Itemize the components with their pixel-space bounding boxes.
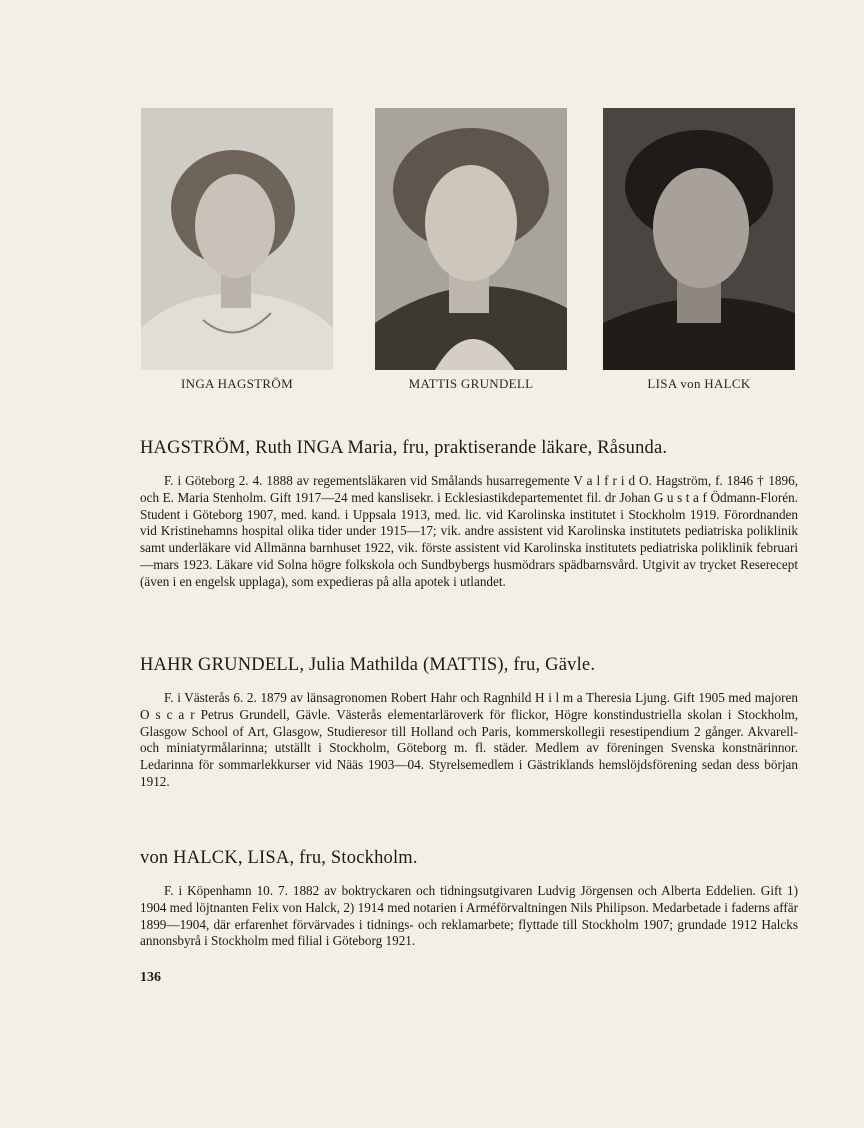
entry-heading: von HALCK, LISA, fru, Stockholm.: [140, 848, 418, 868]
entry-body: F. i Västerås 6. 2. 1879 av länsagronomen Robert Hahr och Ragnhild H i l m a Theresia Ljung. Gift 1905 med majoren O s c a r Petrus Grundell, Gävle. Västerås elementarläroverk för flickor, Högre konstindustriella skolan i Stockholm, Glasgow School of Art, Glasgow, Studieresor till Holland och Paris, kommerskollegii resestipendium 2 gånger. Akvarell- och miniatyrmålarinna; utställt i Stockholm, Göteborg m. fl. städer. Medlem av föreningen Svenska konstnärinnor. Ledarinna för sommarlekkurser vid Nääs 1903—04. Styrelsemedlem i Gästriklands hemslöjdsförening sedan dess början 1912.: [140, 690, 798, 789]
entry-heading: HAHR GRUNDELL, Julia Mathilda (MATTIS), fru, Gävle.: [140, 655, 596, 675]
portrait-caption: INGA HAGSTRÖM: [181, 376, 293, 391]
portrait-photo-hagstrom: [141, 108, 333, 370]
portrait-photo-halck: [603, 108, 795, 370]
biography-entry-grundell: [140, 655, 798, 791]
page-number: 136: [140, 970, 161, 985]
biography-entry-hagstrom: [140, 438, 798, 591]
portrait-caption: LISA von HALCK: [647, 376, 751, 391]
entry-heading: HAGSTRÖM, Ruth INGA Maria, fru, praktiserande läkare, Råsunda.: [140, 438, 668, 458]
portrait-photo-grundell: [375, 108, 567, 370]
portrait-caption: MATTIS GRUNDELL: [408, 376, 534, 391]
entry-body: F. i Göteborg 2. 4. 1888 av regementsläkaren vid Smålands husarregemente V a l f r i d O. Hagström, f. 1846 † 1896, och E. Maria Stenholm. Gift 1917—24 med kanslisekr. i Ecklesiastikdepartementet fil. dr Johan G u s t a f Ödmann-Florén. Student i Göteborg 1907, med. kand. i Uppsala 1913, med. lic. vid Karolinska institutet i Stockholm 1919. Förordnanden vid Kristinehamns hospital olika tider under 1915—17; vik. andre assistent vid Karolinska institutets pediatriska poliklinik samt underläkare vid Allmänna barnhuset 1922, vik. förste assistent vid Karolinska institutets pediatriska poliklinik februari—mars 1923. Läkare vid Solna högre folkskola och Sundbybergs husmödrars spädbarnsvård. Utgivit av trycket Reserecept (även i en engelsk upplaga), som expedieras på alla apotek i utlandet.: [140, 473, 798, 589]
entry-body: F. i Köpenhamn 10. 7. 1882 av boktryckaren och tidningsutgivaren Ludvig Jörgensen och Alberta Eddelien. Gift 1) 1904 med löjtnanten Felix von Halck, 2) 1914 med notarien i Arméförvaltningen Nils Philipson. Medarbetade i faderns affär 1899—1904, där erfarenhet förvärvades i tidnings- och reklamarbete; flyttade till Stockholm 1907; grundade 1912 Halcks annonsbyrå i Stockholm med filial i Göteborg 1921.: [140, 883, 798, 949]
biography-entry-halck: [140, 848, 798, 950]
